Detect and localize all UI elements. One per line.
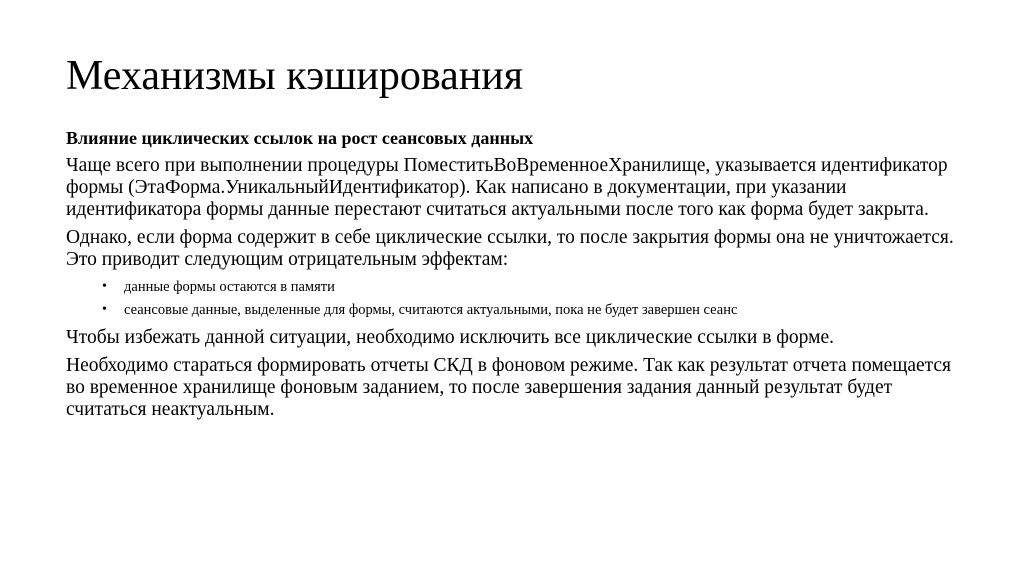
list-item-text: данные формы остаются в памяти bbox=[124, 279, 335, 295]
list-item bbox=[66, 277, 966, 297]
slide-title: Механизмы кэширования bbox=[66, 53, 524, 99]
bullet-icon: • bbox=[102, 279, 107, 294]
paragraph-cyclic-refs: Однако, если форма содержит в себе циклические ссылки, то после закрытия формы она не уничтожается. Это приводит следующим отрицательным эффектам: bbox=[66, 227, 954, 270]
subheading: Влияние циклических ссылок на рост сеансовых данных bbox=[66, 128, 534, 148]
bullet-icon: • bbox=[102, 302, 107, 317]
list-item bbox=[66, 300, 966, 320]
effects-list bbox=[66, 277, 966, 320]
paragraph-avoid: Чтобы избежать данной ситуации, необходимо исключить все циклические ссылки в форме. bbox=[66, 327, 835, 348]
paragraph-storage-id: Чаще всего при выполнении процедуры ПоместитьВоВременноеХранилище, указывается идентификатор формы (ЭтаФорма.УникальныйИдентификатор). Как написано в документации, при указании идентификатора формы данные перестают считаться актуальными после того как форма будет закрыта. bbox=[66, 155, 948, 220]
slide-content bbox=[66, 127, 966, 427]
list-item-text: сеансовые данные, выделенные для формы, считаются актуальными, пока не будет завершен сеанс bbox=[124, 302, 738, 318]
paragraph-background-reports: Необходимо стараться формировать отчеты СКД в фоновом режиме. Так как результат отчета помещается во временное хранилище фоновым заданием, то после завершения задания данный результат будет считаться неактуальным. bbox=[66, 355, 952, 420]
